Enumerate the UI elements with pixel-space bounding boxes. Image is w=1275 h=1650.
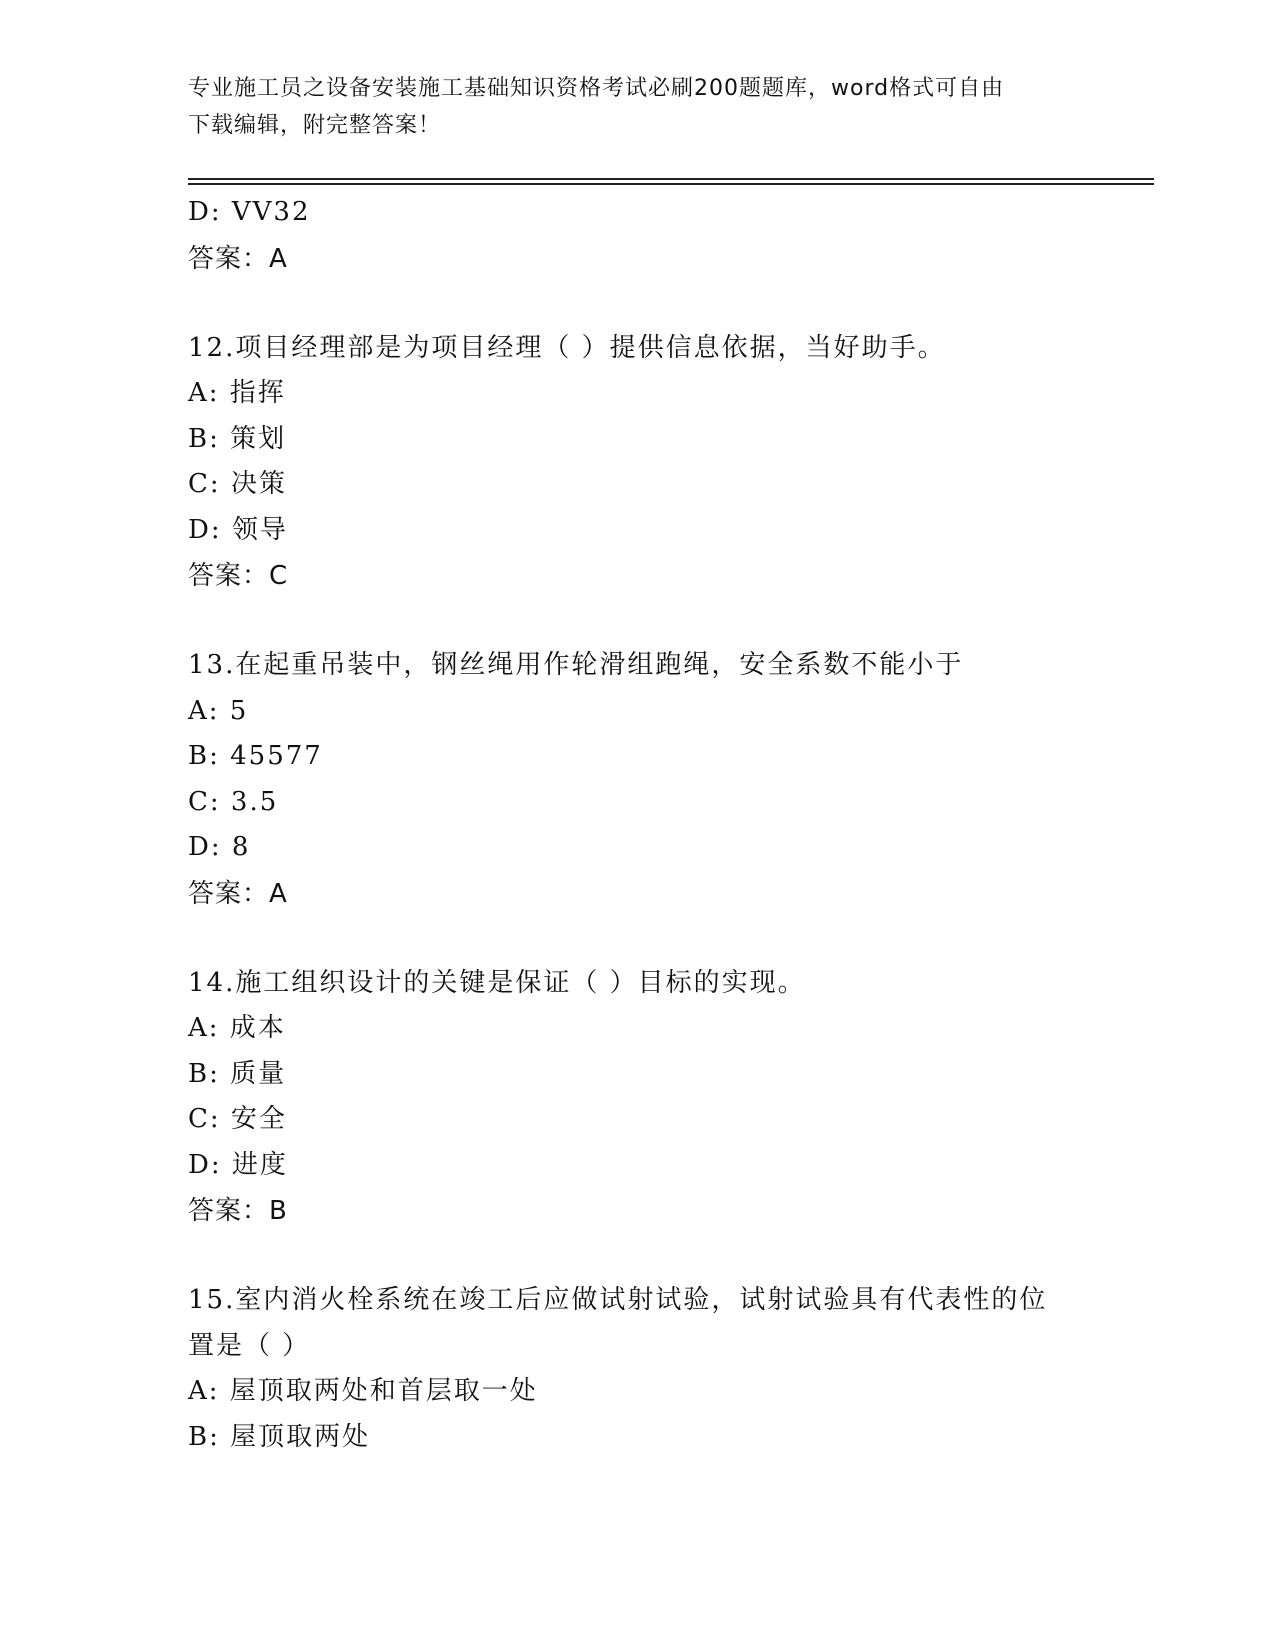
question-stem-line-2: 置是（ ） (188, 1330, 311, 1361)
header-divider-top (188, 178, 1154, 180)
spacer (188, 917, 1088, 961)
answer-line: 答案：A (188, 878, 288, 909)
spacer (188, 1234, 1088, 1278)
option-b: B: 45577 (188, 741, 323, 771)
option-c: C: 3.5 (188, 786, 279, 817)
option-d: D: 领导 (188, 514, 288, 545)
header-line-1: 专业施工员之设备安装施工基础知识资格考试必刷200题题库，word格式可自由 (188, 76, 1005, 101)
document-header (188, 70, 1068, 144)
option-a: A: 屋顶取两处和首层取一处 (188, 1376, 538, 1406)
option-a: A: 指挥 (188, 378, 286, 408)
option-c: C: 安全 (188, 1104, 287, 1134)
spacer (188, 599, 1088, 643)
answer-line: 答案：C (188, 561, 289, 591)
option-b: B: 屋顶取两处 (188, 1421, 371, 1452)
question-list (188, 190, 1088, 1460)
answer-line: 答案：A (188, 243, 288, 274)
question-12 (188, 326, 1088, 600)
question-15 (188, 1278, 1088, 1460)
question-stem: 12.项目经理部是为项目经理（ ）提供信息依据，当好助手。 (188, 332, 946, 363)
option-d: D: 8 (188, 832, 251, 862)
option-b: B: 质量 (188, 1058, 287, 1089)
answer-line: 答案：B (188, 1196, 288, 1226)
spacer (188, 282, 1088, 326)
question-stem: 13.在起重吊装中，钢丝绳用作轮滑组跑绳，安全系数不能小于 (188, 650, 964, 680)
option-a: A: 成本 (188, 1013, 286, 1043)
option-c: C: 决策 (188, 469, 287, 499)
option-d: D: 进度 (188, 1149, 288, 1180)
header-divider-bottom (188, 183, 1154, 185)
option-b: B: 策划 (188, 423, 287, 454)
header-line-2: 下载编辑，附完整答案！ (188, 113, 442, 138)
option-a: A: 5 (188, 695, 249, 726)
question-14 (188, 961, 1088, 1235)
question-stem-line-1: 15.室内消火栓系统在竣工后应做试射试验，试射试验具有代表性的位 (188, 1285, 1048, 1315)
question-13 (188, 643, 1088, 917)
question-stem: 14.施工组织设计的关键是保证（ ）目标的实现。 (188, 967, 806, 998)
option-d: D: VV32 (188, 197, 311, 227)
